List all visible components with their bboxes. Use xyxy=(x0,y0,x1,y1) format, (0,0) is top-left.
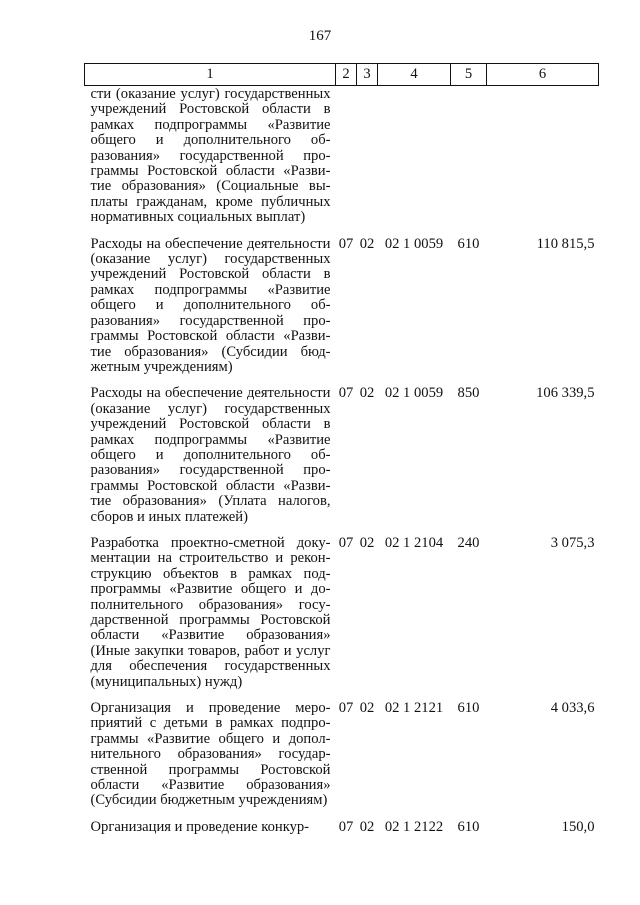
row-section: 07 xyxy=(338,235,354,252)
header-col-2: 2 xyxy=(336,64,357,86)
row-subsection: 02 xyxy=(359,385,375,402)
table-row xyxy=(85,237,599,387)
table-row xyxy=(85,386,599,536)
table-row xyxy=(85,820,599,846)
header-col-5: 5 xyxy=(451,64,487,86)
row-description: сти (оказание услуг) государственных учреждений Ростовской области в рамках подпрограммы «Развитие общего и дополнительного образования» государственной программы Ростовской области «Развитие образования» (Социальные выплаты гражданам, кроме публичных нормативных социальных выплат) xyxy=(90,86,331,226)
row-target-article: 02 1 2122 xyxy=(384,818,444,835)
row-description: Расходы на обеспечение деятельности (оказание услуг) государственных учреждений Ростовской области в рамках подпрограммы «Развитие общего и дополнительного образования» государственной программы Ростовской области «Развитие образования» (Субсидии бюджетным учреждениям) xyxy=(90,235,331,375)
row-subsection: 02 xyxy=(359,700,375,717)
row-target-article xyxy=(378,86,451,237)
header-col-3: 3 xyxy=(357,64,378,86)
row-amount: 3 075,3 xyxy=(550,534,595,551)
header-row xyxy=(85,64,599,86)
row-section: 07 xyxy=(338,700,354,717)
row-expense-type: 610 xyxy=(457,818,480,835)
row-amount: 150,0 xyxy=(561,818,595,835)
budget-table xyxy=(84,63,599,846)
row-amount: 4 033,6 xyxy=(550,700,595,717)
row-section: 07 xyxy=(338,534,354,551)
row-subsection xyxy=(357,86,378,237)
row-section xyxy=(336,86,357,237)
row-section: 07 xyxy=(338,818,354,835)
table-row xyxy=(85,536,599,701)
row-amount: 106 339,5 xyxy=(536,385,595,402)
table-body xyxy=(85,86,599,847)
row-target-article: 02 1 0059 xyxy=(384,235,444,252)
row-expense-type: 610 xyxy=(457,700,480,717)
header-col-4: 4 xyxy=(378,64,451,86)
table-row xyxy=(85,86,599,237)
row-subsection: 02 xyxy=(359,534,375,551)
header-col-1: 1 xyxy=(85,64,336,86)
row-amount: 110 815,5 xyxy=(536,235,595,252)
table-row xyxy=(85,701,599,820)
row-amount xyxy=(487,86,599,237)
row-target-article: 02 1 0059 xyxy=(384,385,444,402)
row-description: Расходы на обеспечение деятельности (оказание услуг) государственных учреждений Ростовской области в рамках подпрограммы «Развитие общего и дополнительного образования» государственной программы Ростовской области «Развитие образования» (Уплата налогов, сборов и иных платежей) xyxy=(90,385,331,525)
row-target-article: 02 1 2121 xyxy=(384,700,444,717)
row-subsection: 02 xyxy=(359,818,375,835)
row-expense-type: 850 xyxy=(457,385,480,402)
row-description: Организация и проведение мероприятий с детьми в рамках подпрограммы «Развитие общего и дополнительного образования» государственной программы Ростовской области «Развитие образования» (Субсидии бюджетным учреждениям) xyxy=(90,700,331,809)
row-expense-type xyxy=(451,86,487,237)
table-header xyxy=(85,64,599,86)
row-description: Организация и проведение конкур- xyxy=(90,818,310,835)
row-subsection: 02 xyxy=(359,235,375,252)
row-section: 07 xyxy=(338,385,354,402)
page-number: 167 xyxy=(308,28,332,44)
header-col-6: 6 xyxy=(487,64,599,86)
row-description: Разработка проектно-сметной документации на строительство и реконструкцию объектов в рамках подпрограммы «Развитие общего и дополнительного образования» государственной программы Ростовской области «Развитие образования» (Иные закупки товаров, работ и услуг для обеспечения государственных (муниципальных) нужд) xyxy=(90,534,331,690)
row-target-article: 02 1 2104 xyxy=(384,534,444,551)
row-expense-type: 240 xyxy=(457,534,480,551)
row-expense-type: 610 xyxy=(457,235,480,252)
